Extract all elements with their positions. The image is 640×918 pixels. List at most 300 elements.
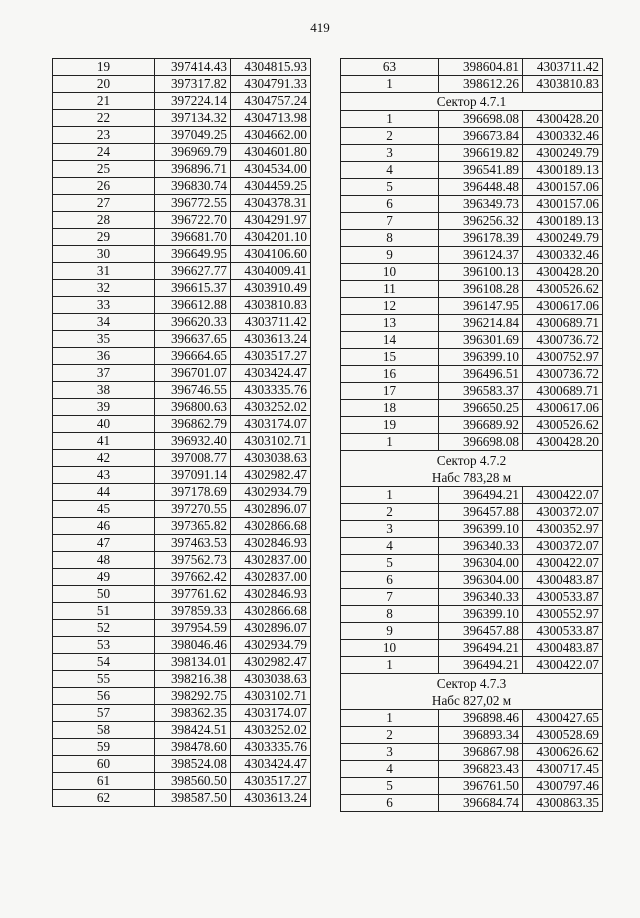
sector-header xyxy=(341,93,603,111)
point-number-cell: 23 xyxy=(53,127,155,144)
point-number-cell: 27 xyxy=(53,195,155,212)
x-coordinate-cell: 396673.84 xyxy=(439,128,523,145)
point-number-cell: 33 xyxy=(53,297,155,314)
point-number-cell: 45 xyxy=(53,501,155,518)
x-coordinate-cell: 398362.35 xyxy=(155,705,231,722)
point-number-cell: 44 xyxy=(53,484,155,501)
table-row xyxy=(341,795,603,812)
point-number-cell: 10 xyxy=(341,264,439,281)
point-number-cell: 40 xyxy=(53,416,155,433)
table-row xyxy=(341,264,603,281)
sector-header-row xyxy=(341,451,603,487)
x-coordinate-cell: 398524.08 xyxy=(155,756,231,773)
x-coordinate-cell: 397224.14 xyxy=(155,93,231,110)
x-coordinate-cell: 397134.32 xyxy=(155,110,231,127)
y-coordinate-cell: 4300249.79 xyxy=(523,230,603,247)
table-row xyxy=(53,688,311,705)
sector-title: Сектор 4.7.2 xyxy=(436,452,507,468)
y-coordinate-cell: 4300528.69 xyxy=(523,727,603,744)
table-row xyxy=(53,76,311,93)
table-row xyxy=(53,603,311,620)
x-coordinate-cell: 396800.63 xyxy=(155,399,231,416)
table-row xyxy=(341,298,603,315)
x-coordinate-cell: 396108.28 xyxy=(439,281,523,298)
point-number-cell: 6 xyxy=(341,196,439,213)
x-coordinate-cell: 397662.42 xyxy=(155,569,231,586)
point-number-cell: 1 xyxy=(341,487,439,504)
point-number-cell: 1 xyxy=(341,76,439,93)
table-row xyxy=(53,739,311,756)
table-row xyxy=(341,111,603,128)
point-number-cell: 6 xyxy=(341,572,439,589)
table-row xyxy=(53,756,311,773)
x-coordinate-cell: 396304.00 xyxy=(439,572,523,589)
point-number-cell: 18 xyxy=(341,400,439,417)
x-coordinate-cell: 398604.81 xyxy=(439,59,523,76)
x-coordinate-cell: 397317.82 xyxy=(155,76,231,93)
y-coordinate-cell: 4304815.93 xyxy=(231,59,311,76)
x-coordinate-cell: 396399.10 xyxy=(439,521,523,538)
table-row xyxy=(341,555,603,572)
table-row xyxy=(341,572,603,589)
point-number-cell: 30 xyxy=(53,246,155,263)
x-coordinate-cell: 397859.33 xyxy=(155,603,231,620)
table-row xyxy=(341,606,603,623)
x-coordinate-cell: 396399.10 xyxy=(439,606,523,623)
table-row xyxy=(341,589,603,606)
y-coordinate-cell: 4300332.46 xyxy=(523,247,603,264)
point-number-cell: 36 xyxy=(53,348,155,365)
table-row xyxy=(341,744,603,761)
point-number-cell: 52 xyxy=(53,620,155,637)
table-row xyxy=(341,383,603,400)
y-coordinate-cell: 4300483.87 xyxy=(523,572,603,589)
table-row xyxy=(53,365,311,382)
table-row xyxy=(341,538,603,555)
y-coordinate-cell: 4300617.06 xyxy=(523,400,603,417)
table-row xyxy=(341,196,603,213)
table-row xyxy=(53,484,311,501)
table-row xyxy=(341,400,603,417)
y-coordinate-cell: 4300352.97 xyxy=(523,521,603,538)
x-coordinate-cell: 396448.48 xyxy=(439,179,523,196)
point-number-cell: 49 xyxy=(53,569,155,586)
x-coordinate-cell: 396304.00 xyxy=(439,555,523,572)
y-coordinate-cell: 4303613.24 xyxy=(231,331,311,348)
table-row xyxy=(341,761,603,778)
point-number-cell: 20 xyxy=(53,76,155,93)
table-row xyxy=(341,59,603,76)
y-coordinate-cell: 4300157.06 xyxy=(523,179,603,196)
point-number-cell: 25 xyxy=(53,161,155,178)
x-coordinate-cell: 396698.08 xyxy=(439,434,523,451)
x-coordinate-cell: 396664.65 xyxy=(155,348,231,365)
point-number-cell: 31 xyxy=(53,263,155,280)
table-row xyxy=(341,179,603,196)
table-row xyxy=(53,467,311,484)
table-row xyxy=(341,417,603,434)
point-number-cell: 59 xyxy=(53,739,155,756)
y-coordinate-cell: 4300189.13 xyxy=(523,213,603,230)
point-number-cell: 11 xyxy=(341,281,439,298)
point-number-cell: 28 xyxy=(53,212,155,229)
y-coordinate-cell: 4300717.45 xyxy=(523,761,603,778)
point-number-cell: 54 xyxy=(53,654,155,671)
y-coordinate-cell: 4302896.07 xyxy=(231,620,311,637)
y-coordinate-cell: 4303424.47 xyxy=(231,365,311,382)
x-coordinate-cell: 396457.88 xyxy=(439,504,523,521)
y-coordinate-cell: 4303517.27 xyxy=(231,348,311,365)
point-number-cell: 2 xyxy=(341,504,439,521)
x-coordinate-cell: 397091.14 xyxy=(155,467,231,484)
x-coordinate-cell: 396681.70 xyxy=(155,229,231,246)
x-coordinate-cell: 396620.33 xyxy=(155,314,231,331)
point-number-cell: 8 xyxy=(341,230,439,247)
table-row xyxy=(341,657,603,674)
y-coordinate-cell: 4304378.31 xyxy=(231,195,311,212)
y-coordinate-cell: 4300428.20 xyxy=(523,264,603,281)
point-number-cell: 24 xyxy=(53,144,155,161)
point-number-cell: 39 xyxy=(53,399,155,416)
point-number-cell: 32 xyxy=(53,280,155,297)
point-number-cell: 56 xyxy=(53,688,155,705)
point-number-cell: 1 xyxy=(341,710,439,727)
point-number-cell: 3 xyxy=(341,744,439,761)
point-number-cell: 14 xyxy=(341,332,439,349)
point-number-cell: 42 xyxy=(53,450,155,467)
table-row xyxy=(53,722,311,739)
x-coordinate-cell: 396100.13 xyxy=(439,264,523,281)
table-row xyxy=(53,450,311,467)
y-coordinate-cell: 4303174.07 xyxy=(231,416,311,433)
x-coordinate-cell: 396612.88 xyxy=(155,297,231,314)
x-coordinate-cell: 396541.89 xyxy=(439,162,523,179)
x-coordinate-cell: 397049.25 xyxy=(155,127,231,144)
x-coordinate-cell: 398424.51 xyxy=(155,722,231,739)
x-coordinate-cell: 396698.08 xyxy=(439,111,523,128)
x-coordinate-cell: 396178.39 xyxy=(439,230,523,247)
x-coordinate-cell: 396457.88 xyxy=(439,623,523,640)
y-coordinate-cell: 4300626.62 xyxy=(523,744,603,761)
table-row xyxy=(341,521,603,538)
table-row xyxy=(53,280,311,297)
sector-header-row xyxy=(341,674,603,710)
point-number-cell: 8 xyxy=(341,606,439,623)
point-number-cell: 19 xyxy=(341,417,439,434)
y-coordinate-cell: 4303335.76 xyxy=(231,382,311,399)
y-coordinate-cell: 4303102.71 xyxy=(231,688,311,705)
y-coordinate-cell: 4304662.00 xyxy=(231,127,311,144)
table-row xyxy=(341,778,603,795)
x-coordinate-cell: 397414.43 xyxy=(155,59,231,76)
y-coordinate-cell: 4300752.97 xyxy=(523,349,603,366)
x-coordinate-cell: 397178.69 xyxy=(155,484,231,501)
y-coordinate-cell: 4300422.07 xyxy=(523,487,603,504)
y-coordinate-cell: 4303424.47 xyxy=(231,756,311,773)
table-row xyxy=(53,246,311,263)
point-number-cell: 57 xyxy=(53,705,155,722)
x-coordinate-cell: 398612.26 xyxy=(439,76,523,93)
x-coordinate-cell: 396301.69 xyxy=(439,332,523,349)
point-number-cell: 26 xyxy=(53,178,155,195)
table-row xyxy=(53,93,311,110)
point-number-cell: 21 xyxy=(53,93,155,110)
point-number-cell: 7 xyxy=(341,213,439,230)
y-coordinate-cell: 4300249.79 xyxy=(523,145,603,162)
point-number-cell: 7 xyxy=(341,589,439,606)
table-row xyxy=(341,76,603,93)
x-coordinate-cell: 396649.95 xyxy=(155,246,231,263)
table-row xyxy=(341,230,603,247)
sector-title: Сектор 4.7.1 xyxy=(436,94,507,109)
y-coordinate-cell: 4302837.00 xyxy=(231,569,311,586)
x-coordinate-cell: 396214.84 xyxy=(439,315,523,332)
point-number-cell: 4 xyxy=(341,761,439,778)
y-coordinate-cell: 4304009.41 xyxy=(231,263,311,280)
point-number-cell: 22 xyxy=(53,110,155,127)
y-coordinate-cell: 4302866.68 xyxy=(231,518,311,535)
point-number-cell: 1 xyxy=(341,111,439,128)
table-row xyxy=(53,127,311,144)
table-row xyxy=(341,487,603,504)
y-coordinate-cell: 4302866.68 xyxy=(231,603,311,620)
point-number-cell: 2 xyxy=(341,727,439,744)
table-row xyxy=(53,654,311,671)
y-coordinate-cell: 4302837.00 xyxy=(231,552,311,569)
x-coordinate-cell: 398478.60 xyxy=(155,739,231,756)
x-coordinate-cell: 396823.43 xyxy=(439,761,523,778)
point-number-cell: 55 xyxy=(53,671,155,688)
table-row xyxy=(53,297,311,314)
x-coordinate-cell: 396627.77 xyxy=(155,263,231,280)
y-coordinate-cell: 4300526.62 xyxy=(523,281,603,298)
point-number-cell: 10 xyxy=(341,640,439,657)
table-row xyxy=(341,281,603,298)
table-row xyxy=(53,586,311,603)
x-coordinate-cell: 396340.33 xyxy=(439,589,523,606)
y-coordinate-cell: 4303252.02 xyxy=(231,399,311,416)
x-coordinate-cell: 397008.77 xyxy=(155,450,231,467)
y-coordinate-cell: 4300332.46 xyxy=(523,128,603,145)
table-row xyxy=(53,229,311,246)
table-row xyxy=(341,349,603,366)
table-row xyxy=(341,315,603,332)
sector-header xyxy=(341,674,603,710)
x-coordinate-cell: 398587.50 xyxy=(155,790,231,807)
x-coordinate-cell: 396147.95 xyxy=(439,298,523,315)
y-coordinate-cell: 4303711.42 xyxy=(231,314,311,331)
x-coordinate-cell: 396898.46 xyxy=(439,710,523,727)
table-row xyxy=(341,710,603,727)
table-row xyxy=(53,501,311,518)
point-number-cell: 3 xyxy=(341,521,439,538)
y-coordinate-cell: 4300552.97 xyxy=(523,606,603,623)
x-coordinate-cell: 396637.65 xyxy=(155,331,231,348)
point-number-cell: 13 xyxy=(341,315,439,332)
y-coordinate-cell: 4300526.62 xyxy=(523,417,603,434)
table-row xyxy=(53,773,311,790)
y-coordinate-cell: 4300372.07 xyxy=(523,504,603,521)
table-row xyxy=(53,212,311,229)
x-coordinate-cell: 396494.21 xyxy=(439,657,523,674)
table-row xyxy=(53,637,311,654)
table-row xyxy=(53,569,311,586)
x-coordinate-cell: 396615.37 xyxy=(155,280,231,297)
y-coordinate-cell: 4300797.46 xyxy=(523,778,603,795)
point-number-cell: 48 xyxy=(53,552,155,569)
point-number-cell: 1 xyxy=(341,434,439,451)
table-row xyxy=(341,128,603,145)
y-coordinate-cell: 4300689.71 xyxy=(523,315,603,332)
table-row xyxy=(53,195,311,212)
x-coordinate-cell: 396893.34 xyxy=(439,727,523,744)
y-coordinate-cell: 4304791.33 xyxy=(231,76,311,93)
x-coordinate-cell: 396862.79 xyxy=(155,416,231,433)
x-coordinate-cell: 397562.73 xyxy=(155,552,231,569)
x-coordinate-cell: 396619.82 xyxy=(439,145,523,162)
point-number-cell: 29 xyxy=(53,229,155,246)
y-coordinate-cell: 4300189.13 xyxy=(523,162,603,179)
table-row xyxy=(53,433,311,450)
point-number-cell: 5 xyxy=(341,179,439,196)
point-number-cell: 19 xyxy=(53,59,155,76)
y-coordinate-cell: 4300422.07 xyxy=(523,555,603,572)
x-coordinate-cell: 396867.98 xyxy=(439,744,523,761)
x-coordinate-cell: 396399.10 xyxy=(439,349,523,366)
x-coordinate-cell: 398046.46 xyxy=(155,637,231,654)
table-row xyxy=(341,434,603,451)
y-coordinate-cell: 4300157.06 xyxy=(523,196,603,213)
x-coordinate-cell: 396830.74 xyxy=(155,178,231,195)
y-coordinate-cell: 4300372.07 xyxy=(523,538,603,555)
y-coordinate-cell: 4303810.83 xyxy=(523,76,603,93)
x-coordinate-cell: 396496.51 xyxy=(439,366,523,383)
y-coordinate-cell: 4304534.00 xyxy=(231,161,311,178)
coordinates-table-right xyxy=(340,58,603,812)
y-coordinate-cell: 4303613.24 xyxy=(231,790,311,807)
sector-elevation: Набс 827,02 м xyxy=(431,692,512,708)
point-number-cell: 50 xyxy=(53,586,155,603)
y-coordinate-cell: 4302846.93 xyxy=(231,535,311,552)
table-row xyxy=(341,247,603,264)
x-coordinate-cell: 398292.75 xyxy=(155,688,231,705)
x-coordinate-cell: 396256.32 xyxy=(439,213,523,230)
y-coordinate-cell: 4300736.72 xyxy=(523,366,603,383)
point-number-cell: 61 xyxy=(53,773,155,790)
y-coordinate-cell: 4302934.79 xyxy=(231,484,311,501)
y-coordinate-cell: 4304106.60 xyxy=(231,246,311,263)
point-number-cell: 2 xyxy=(341,128,439,145)
table-row xyxy=(53,331,311,348)
table-row xyxy=(53,314,311,331)
point-number-cell: 3 xyxy=(341,145,439,162)
table-row xyxy=(53,161,311,178)
x-coordinate-cell: 396684.74 xyxy=(439,795,523,812)
y-coordinate-cell: 4304291.97 xyxy=(231,212,311,229)
x-coordinate-cell: 397270.55 xyxy=(155,501,231,518)
point-number-cell: 17 xyxy=(341,383,439,400)
x-coordinate-cell: 396689.92 xyxy=(439,417,523,434)
point-number-cell: 15 xyxy=(341,349,439,366)
point-number-cell: 9 xyxy=(341,623,439,640)
x-coordinate-cell: 396746.55 xyxy=(155,382,231,399)
y-coordinate-cell: 4300689.71 xyxy=(523,383,603,400)
x-coordinate-cell: 396494.21 xyxy=(439,487,523,504)
y-coordinate-cell: 4300428.20 xyxy=(523,111,603,128)
sector-header xyxy=(341,451,603,487)
x-coordinate-cell: 396583.37 xyxy=(439,383,523,400)
point-number-cell: 46 xyxy=(53,518,155,535)
y-coordinate-cell: 4303102.71 xyxy=(231,433,311,450)
x-coordinate-cell: 396772.55 xyxy=(155,195,231,212)
y-coordinate-cell: 4300617.06 xyxy=(523,298,603,315)
y-coordinate-cell: 4302982.47 xyxy=(231,467,311,484)
y-coordinate-cell: 4304713.98 xyxy=(231,110,311,127)
table-row xyxy=(341,145,603,162)
x-coordinate-cell: 396340.33 xyxy=(439,538,523,555)
table-row xyxy=(53,348,311,365)
y-coordinate-cell: 4303910.49 xyxy=(231,280,311,297)
x-coordinate-cell: 397463.53 xyxy=(155,535,231,552)
x-coordinate-cell: 396932.40 xyxy=(155,433,231,450)
point-number-cell: 53 xyxy=(53,637,155,654)
point-number-cell: 35 xyxy=(53,331,155,348)
table-row xyxy=(341,640,603,657)
table-row xyxy=(53,110,311,127)
table-row xyxy=(53,535,311,552)
y-coordinate-cell: 4303517.27 xyxy=(231,773,311,790)
table-row xyxy=(53,552,311,569)
table-row xyxy=(53,382,311,399)
y-coordinate-cell: 4303174.07 xyxy=(231,705,311,722)
x-coordinate-cell: 397761.62 xyxy=(155,586,231,603)
point-number-cell: 63 xyxy=(341,59,439,76)
x-coordinate-cell: 397365.82 xyxy=(155,518,231,535)
table-row xyxy=(341,162,603,179)
point-number-cell: 38 xyxy=(53,382,155,399)
page-number: 419 xyxy=(310,20,330,35)
table-row xyxy=(53,59,311,76)
point-number-cell: 51 xyxy=(53,603,155,620)
y-coordinate-cell: 4300736.72 xyxy=(523,332,603,349)
x-coordinate-cell: 398216.38 xyxy=(155,671,231,688)
point-number-cell: 58 xyxy=(53,722,155,739)
coordinates-table-left xyxy=(52,58,311,807)
y-coordinate-cell: 4300533.87 xyxy=(523,623,603,640)
y-coordinate-cell: 4304201.10 xyxy=(231,229,311,246)
x-coordinate-cell: 396349.73 xyxy=(439,196,523,213)
table-row xyxy=(53,620,311,637)
x-coordinate-cell: 398560.50 xyxy=(155,773,231,790)
table-row xyxy=(341,623,603,640)
y-coordinate-cell: 4300427.65 xyxy=(523,710,603,727)
y-coordinate-cell: 4303252.02 xyxy=(231,722,311,739)
table-row xyxy=(341,366,603,383)
y-coordinate-cell: 4303038.63 xyxy=(231,671,311,688)
x-coordinate-cell: 396494.21 xyxy=(439,640,523,657)
point-number-cell: 5 xyxy=(341,778,439,795)
point-number-cell: 60 xyxy=(53,756,155,773)
point-number-cell: 4 xyxy=(341,538,439,555)
point-number-cell: 4 xyxy=(341,162,439,179)
x-coordinate-cell: 397954.59 xyxy=(155,620,231,637)
point-number-cell: 16 xyxy=(341,366,439,383)
point-number-cell: 12 xyxy=(341,298,439,315)
table-row xyxy=(53,518,311,535)
sector-header-row xyxy=(341,93,603,111)
x-coordinate-cell: 396124.37 xyxy=(439,247,523,264)
point-number-cell: 6 xyxy=(341,795,439,812)
